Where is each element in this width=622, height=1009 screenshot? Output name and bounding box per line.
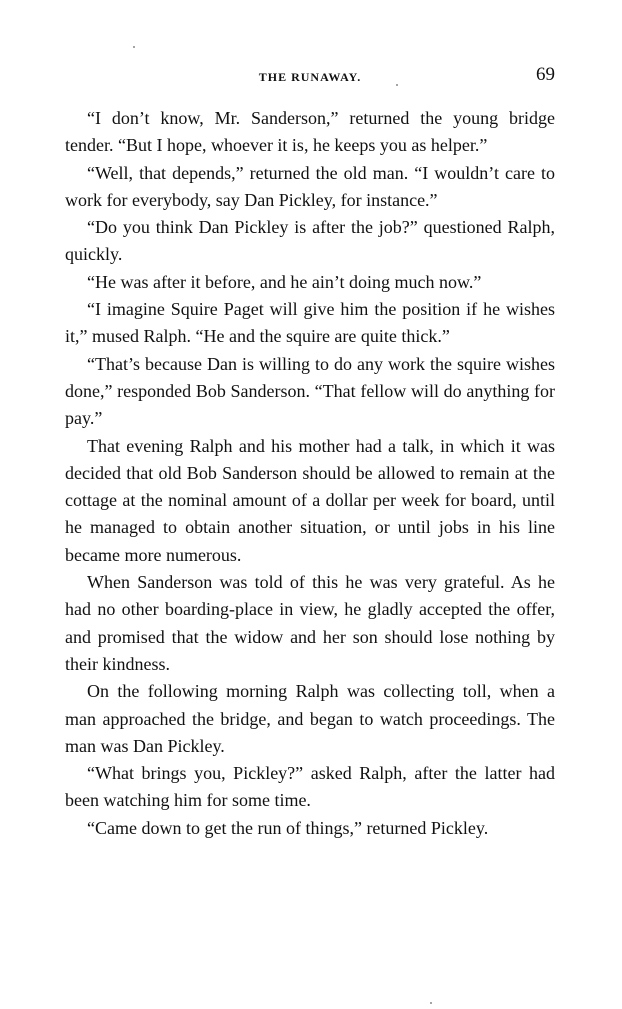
paragraph: That evening Ralph and his mother had a talk, in which it was decided that old Bob Sanderson should be allowed to remain at the cottage at the nominal amount of a dollar per week for board, until he managed to obtain another situation, or until jobs in his line became more numerous. — [65, 435, 555, 565]
page-number: 69 — [536, 64, 555, 85]
paragraph: “That’s because Dan is willing to do any work the squire wishes done,” responded Bob Sanderson. “That fellow will do anything for pay.” — [65, 353, 555, 429]
paragraph: On the following morning Ralph was collecting toll, when a man approached the bridge, and began to watch proceedings. The man was Dan Pickley. — [65, 681, 555, 756]
paragraph: “I imagine Squire Paget will give him the position if he wishes it,” mused Ralph. “He and the squire are quite thick.” — [65, 299, 555, 347]
print-speck — [396, 84, 398, 86]
body-text — [65, 105, 555, 842]
print-speck — [133, 46, 135, 48]
paragraph: “Came down to get the run of things,” returned Pickley. — [87, 817, 489, 838]
paragraph: “He was after it before, and he ain’t doing much now.” — [87, 271, 482, 292]
running-title: THE RUNAWAY. — [258, 70, 362, 84]
paragraph: “I don’t know, Mr. Sanderson,” returned the young bridge tender. “But I hope, whoever it is, he keeps you as helper.” — [65, 108, 555, 156]
paragraph: When Sanderson was told of this he was very grateful. As he had no other boarding-place in view, he gladly accepted the offer, and promised that the widow and her son should lose nothing by their kindness. — [65, 572, 555, 674]
paragraph: “Do you think Dan Pickley is after the job?” questioned Ralph, quickly. — [65, 217, 555, 265]
paragraph: “Well, that depends,” returned the old man. “I wouldn’t care to work for everybody, say Dan Pickley, for instance.” — [65, 162, 555, 210]
paragraph: “What brings you, Pickley?” asked Ralph, after the latter had been watching him for some time. — [65, 763, 555, 811]
print-speck — [430, 1002, 432, 1004]
running-head — [65, 66, 555, 90]
